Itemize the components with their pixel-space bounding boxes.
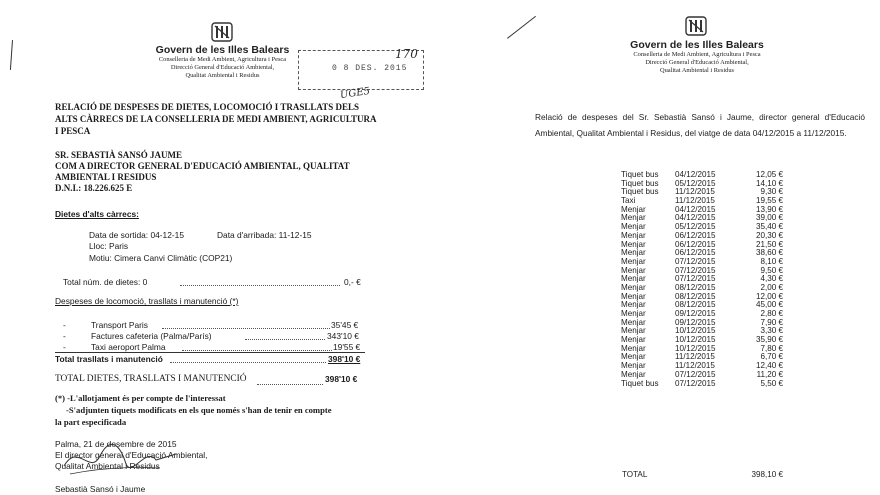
- right-document-page: [440, 0, 880, 495]
- expense-amount: 9,30 €: [760, 187, 783, 197]
- dotted-leader: [162, 328, 330, 329]
- expense-concept: Tiquet bus: [621, 187, 659, 197]
- person-dni: D.N.I.: 18.226.625 E: [55, 183, 133, 193]
- note-line-2: -S'adjunten tiquets modificats en els que només s'han de tenir en compte: [66, 405, 332, 415]
- travel-item-label: Factures cafeteria (Palma/París): [91, 331, 212, 341]
- expense-amount: 7,90 €: [760, 317, 783, 327]
- letterhead-quality: Qualitat Ambiental i Residus: [659, 67, 735, 74]
- expense-concept: Menjar: [621, 317, 646, 327]
- expense-concept: Menjar: [621, 265, 646, 275]
- expense-date: 04/12/2015: [675, 204, 716, 214]
- allowances-total-value: 0,- €: [344, 277, 361, 287]
- expense-date: 07/12/2015: [675, 274, 716, 284]
- signature-role-1: El director general d'Educació Ambiental,: [55, 450, 208, 460]
- grand-total-value: 398'10 €: [325, 374, 358, 384]
- expense-date: 07/12/2015: [675, 265, 716, 275]
- expense-concept: Taxi: [621, 196, 636, 206]
- expense-concept: Menjar: [621, 300, 646, 310]
- expense-concept: Menjar: [621, 291, 646, 301]
- travel-item-value: 343'10 €: [327, 331, 359, 341]
- bullet-dash: -: [63, 342, 66, 352]
- government-seal-icon: [685, 15, 707, 37]
- dotted-leader: [180, 285, 340, 286]
- signature-place-date: Palma, 21 de desembre de 2015: [55, 439, 177, 449]
- expense-date: 06/12/2015: [675, 239, 716, 249]
- expense-intro: Relació de despeses del Sr. Sebastià Sansó i Jaume, director general d'Educació Ambiental, Qualitat Ambiental i Residus, del viatge de data 04/12/2015 a 11/12/2015.: [535, 112, 865, 138]
- expense-date: 10/12/2015: [675, 343, 716, 353]
- expense-date: 04/12/2015: [675, 170, 716, 179]
- expense-concept: Menjar: [621, 274, 646, 284]
- handwritten-signature: [60, 436, 180, 480]
- expense-amount: 14,10 €: [755, 178, 783, 188]
- expense-concept: Menjar: [621, 335, 646, 345]
- expense-amount: 2,80 €: [760, 309, 783, 318]
- expense-date: 08/12/2015: [675, 282, 716, 292]
- travel-item-value: 19'55 €: [333, 342, 361, 352]
- note-line-1: (*) -L'allotjament és per compte de l'interessat: [55, 393, 226, 403]
- expense-amount: 35,90 €: [755, 335, 783, 345]
- dotted-leader: [182, 350, 332, 351]
- arrival-date: Data d'arribada: 11-12-15: [217, 230, 312, 240]
- expense-date: 11/12/2015: [675, 361, 715, 371]
- handwritten-number: 170: [395, 47, 418, 61]
- expense-amount: 7,80 €: [760, 343, 783, 353]
- expense-amount: 21,50 €: [755, 239, 783, 249]
- expense-amount: 8,10 €: [760, 256, 783, 266]
- expense-amount: 4,30 €: [760, 274, 783, 284]
- expense-concept: Menjar: [621, 248, 646, 258]
- expense-amount: 9,50 €: [760, 265, 783, 275]
- letterhead-ministry: Conselleria de Medi Ambient, Agricultura i Pesca: [633, 51, 761, 58]
- expense-amount: 45,00 €: [755, 300, 783, 310]
- expense-amount: 39,00 €: [755, 213, 783, 223]
- travel-heading: Despeses de locomoció, trasllats i manutenció (*): [55, 296, 239, 306]
- expense-date: 05/12/2015: [675, 178, 716, 188]
- expense-amount: 19,55 €: [755, 196, 783, 206]
- pen-mark: [507, 16, 536, 39]
- title-line-1: RELACIÓ DE DESPESES DE DIETES, LOCOMOCIÓ I TRASLLATS DELS: [55, 102, 360, 112]
- expense-date: 08/12/2015: [675, 291, 716, 301]
- bullet-dash: -: [63, 331, 66, 341]
- letterhead-government: Govern de les Illes Balears: [630, 39, 764, 51]
- person-name: SR. SEBASTIÀ SANSÓ JAUME: [55, 150, 183, 160]
- expense-amount: 12,05 €: [755, 170, 783, 179]
- allowances-total-label: Total núm. de dietes: 0: [63, 277, 148, 287]
- letterhead: [150, 44, 295, 80]
- expense-total-value: 398,10 €: [751, 470, 783, 479]
- expense-concept: Menjar: [621, 256, 646, 266]
- departure-date: Data de sortida: 04-12-15: [89, 230, 184, 240]
- expense-date: 06/12/2015: [675, 230, 716, 240]
- expense-amount: 3,30 €: [760, 326, 783, 336]
- expense-date: 07/12/2015: [675, 369, 716, 379]
- expense-date: 11/12/2015: [675, 196, 715, 206]
- expense-amount: 2,00 €: [760, 282, 783, 292]
- expense-date: 04/12/2015: [675, 213, 716, 223]
- expense-amount: 20,30 €: [755, 230, 783, 240]
- expense-concept: Menjar: [621, 309, 646, 318]
- expense-concept: Menjar: [621, 352, 646, 362]
- expense-concept: Menjar: [621, 239, 646, 249]
- expense-amount: 6,70 €: [760, 352, 783, 362]
- title-line-3: I PESCA: [55, 126, 91, 136]
- expense-amount: 12,00 €: [755, 291, 783, 301]
- expense-date: 07/12/2015: [675, 378, 716, 388]
- expense-date: 11/12/2015: [675, 187, 715, 197]
- expense-concept: Tiquet bus: [621, 178, 659, 188]
- expense-concept: Menjar: [621, 343, 646, 353]
- handwritten-code: UGE5: [339, 85, 371, 102]
- expense-concept: Menjar: [621, 282, 646, 292]
- letterhead: [622, 39, 772, 75]
- expense-concept: Menjar: [621, 361, 646, 371]
- dotted-leader: [170, 362, 326, 363]
- expense-concept: Menjar: [621, 222, 646, 232]
- expense-date: 07/12/2015: [675, 256, 716, 266]
- expense-concept: Tiquet bus: [621, 170, 659, 179]
- signature-name: Sebastià Sansó i Jaume: [55, 484, 146, 494]
- expense-concept: Menjar: [621, 230, 646, 240]
- expense-date: 10/12/2015: [675, 335, 716, 345]
- expense-date: 06/12/2015: [675, 248, 716, 258]
- letterhead-government: Govern de les Illes Balears: [155, 44, 290, 56]
- dotted-leader: [245, 339, 325, 340]
- allowances-heading: Dietes d'alts càrrecs:: [55, 209, 139, 219]
- travel-item-value: 35'45 €: [331, 320, 359, 330]
- expense-date: 08/12/2015: [675, 300, 716, 310]
- travel-item-label: Transport Paris: [91, 320, 148, 330]
- expense-concept: Tiquet bus: [621, 378, 659, 388]
- expense-amount: 5,50 €: [760, 378, 783, 388]
- stamp-date: 0 8 DES. 2015: [332, 64, 408, 73]
- grand-total-label: TOTAL DIETES, TRASLLATS I MANUTENCIÓ: [55, 374, 247, 384]
- trip-place: Lloc: Paris: [89, 241, 129, 251]
- letterhead-directorate: Direcció General d'Educació Ambiental,: [645, 59, 749, 66]
- travel-total-value: 398'10 €: [328, 354, 361, 364]
- letterhead-directorate: Direcció General d'Educació Ambiental,: [170, 64, 275, 71]
- letterhead-ministry: Conselleria de Medi Ambient, Agricultura i Pesca: [158, 56, 287, 63]
- expense-amount: 13,90 €: [755, 204, 783, 214]
- expense-date: 09/12/2015: [675, 309, 716, 318]
- expense-date: 10/12/2015: [675, 326, 716, 336]
- divider-line: [55, 352, 365, 353]
- expense-amount: 38,60 €: [755, 248, 783, 258]
- signature-role-2: Qualitat Ambiental i Residus: [55, 461, 160, 471]
- trip-reason: Motiu: Cimera Canvi Climàtic (COP21): [89, 253, 233, 263]
- dotted-leader: [257, 384, 323, 385]
- bullet-dash: -: [63, 320, 66, 330]
- expense-date: 11/12/2015: [675, 352, 715, 362]
- expense-concept: Menjar: [621, 369, 646, 379]
- expense-total-label: TOTAL: [622, 470, 648, 479]
- note-line-3: la part especificada: [55, 417, 127, 427]
- expense-concept: Menjar: [621, 213, 646, 223]
- expense-concept: Menjar: [621, 204, 646, 214]
- expense-date: 05/12/2015: [675, 222, 716, 232]
- travel-item-label: Taxi aeroport Palma: [91, 342, 166, 352]
- title-line-2: ALTS CÀRRECS DE LA CONSELLERIA DE MEDI AMBIENT, AGRICULTURA: [55, 114, 377, 124]
- person-role-2: AMBIENTAL I RESIDUS: [55, 172, 157, 182]
- government-seal-icon: [211, 21, 233, 43]
- person-role-1: COM A DIRECTOR GENERAL D'EDUCACIÓ AMBIENTAL, QUALITAT: [55, 161, 350, 171]
- expense-concept: Menjar: [621, 326, 646, 336]
- expense-amount: 12,40 €: [755, 361, 783, 371]
- pen-mark: [10, 40, 13, 70]
- travel-total-label: Total trasllats i manutenció: [55, 354, 163, 364]
- expense-amount: 11,20 €: [756, 369, 783, 379]
- expense-amount: 35,40 €: [755, 222, 783, 232]
- letterhead-quality: Qualitat Ambiental i Residus: [185, 72, 260, 79]
- expense-date: 09/12/2015: [675, 317, 716, 327]
